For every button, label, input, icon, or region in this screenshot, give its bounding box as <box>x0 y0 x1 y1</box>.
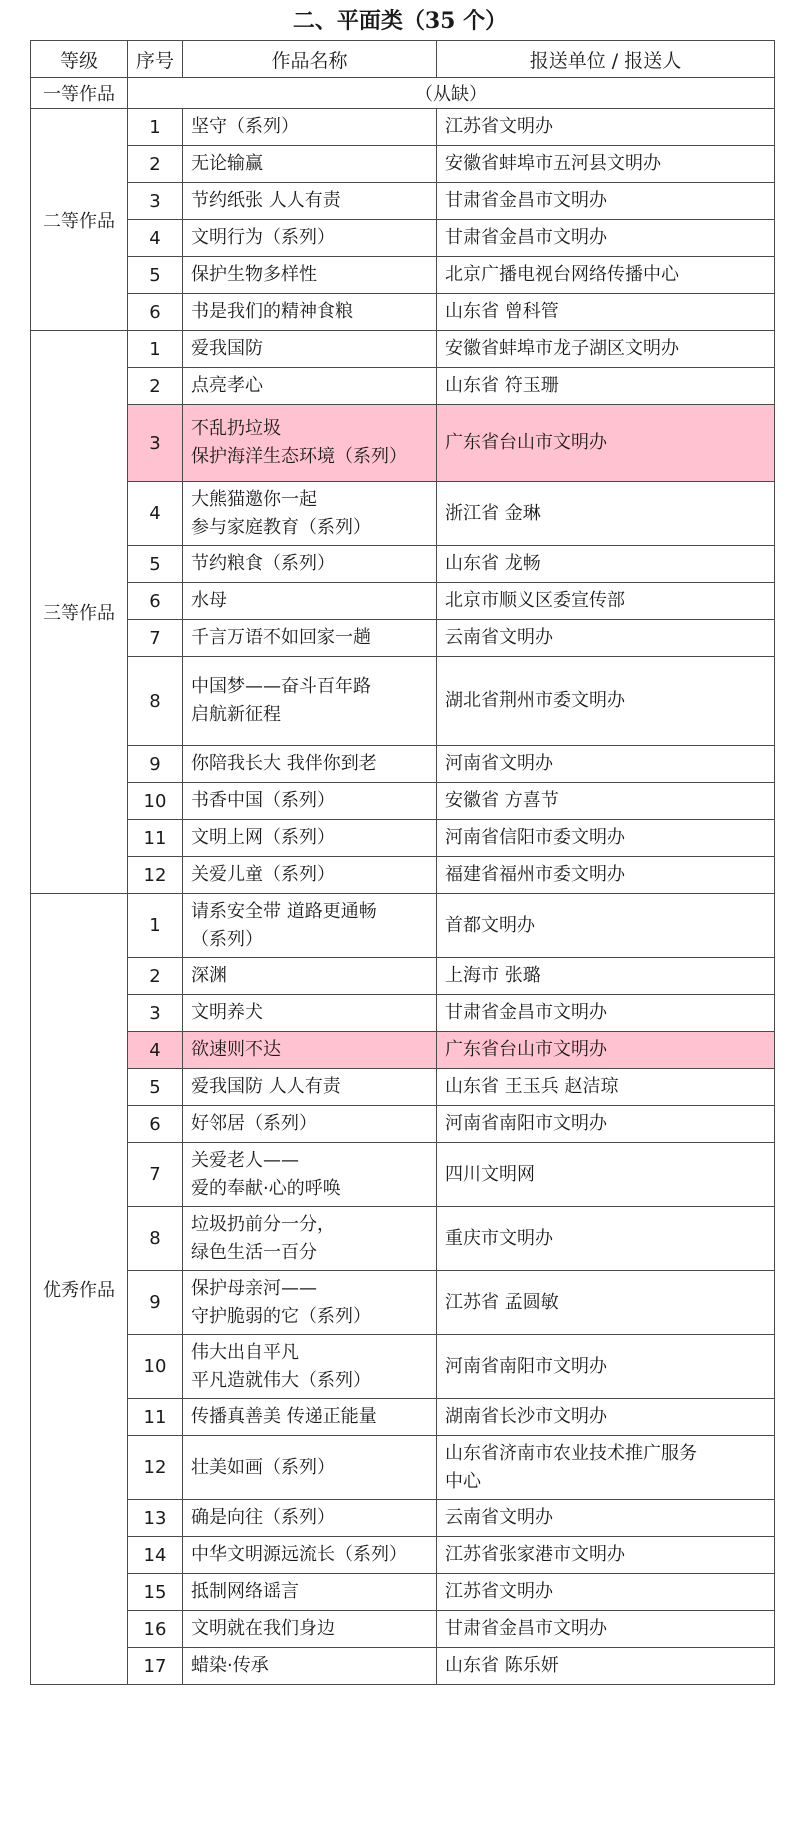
submitter-cell: 江苏省文明办 <box>437 109 775 146</box>
level-cell: 一等作品 <box>31 78 128 109</box>
number-cell: 3 <box>128 405 183 482</box>
work-name-cell: 关爱儿童（系列） <box>183 857 437 894</box>
work-name-cell: 文明上网（系列） <box>183 820 437 857</box>
submitter-line: 山东省济南市农业技术推广服务 <box>445 1442 697 1464</box>
number-cell: 1 <box>128 109 183 146</box>
number-cell: 10 <box>128 783 183 820</box>
number-cell: 15 <box>128 1574 183 1611</box>
table-row <box>31 146 775 183</box>
work-name-line: 平凡造就伟大（系列） <box>191 1369 371 1391</box>
submitter-cell: 河南省文明办 <box>437 746 775 783</box>
work-name-line: 关爱老人—— <box>191 1149 299 1171</box>
table-row <box>31 857 775 894</box>
number-cell: 5 <box>128 1069 183 1106</box>
work-name-cell: 坚守（系列） <box>183 109 437 146</box>
table-row <box>31 331 775 368</box>
table-row <box>31 368 775 405</box>
work-name-line: 启航新征程 <box>191 704 281 725</box>
work-name-cell: 节约粮食（系列） <box>183 546 437 583</box>
work-name-cell: 爱我国防 人人有责 <box>183 1069 437 1106</box>
header-row <box>31 41 775 78</box>
number-cell: 3 <box>128 183 183 220</box>
submitter-cell: 上海市 张璐 <box>437 958 775 995</box>
number-cell: 13 <box>128 1500 183 1537</box>
work-name-cell <box>183 894 437 958</box>
submitter-cell: 湖南省长沙市文明办 <box>437 1399 775 1436</box>
table-row <box>31 1500 775 1537</box>
submitter-cell: 河南省南阳市文明办 <box>437 1106 775 1143</box>
work-name-cell: 好邻居（系列） <box>183 1106 437 1143</box>
work-name-cell: 千言万语不如回家一趟 <box>183 620 437 657</box>
submitter-cell: 河南省南阳市文明办 <box>437 1335 775 1399</box>
table-row <box>31 257 775 294</box>
table-row <box>31 220 775 257</box>
section-title: 二、平面类（35 个） <box>292 8 508 34</box>
submitter-cell: 安徽省 方喜节 <box>437 783 775 820</box>
work-name-cell: 书是我们的精神食粮 <box>183 294 437 331</box>
submitter-cell: 云南省文明办 <box>437 620 775 657</box>
number-cell: 6 <box>128 583 183 620</box>
work-name-cell: 你陪我长大 我伴你到老 <box>183 746 437 783</box>
work-name-cell: 节约纸张 人人有责 <box>183 183 437 220</box>
table-row <box>31 1106 775 1143</box>
submitter-line: 中心 <box>445 1470 481 1492</box>
number-cell: 7 <box>128 1143 183 1207</box>
submitter-cell: 湖北省荆州市委文明办 <box>437 657 775 746</box>
table-body <box>31 78 775 1685</box>
submitter-cell: 北京广播电视台网络传播中心 <box>437 257 775 294</box>
table-row <box>31 294 775 331</box>
submitter-cell: 广东省台山市文明办 <box>437 405 775 482</box>
submitter-cell: 山东省 陈乐妍 <box>437 1648 775 1685</box>
submitter-cell: 甘肃省金昌市文明办 <box>437 995 775 1032</box>
work-name-cell: 水母 <box>183 583 437 620</box>
submitter-cell: 河南省信阳市委文明办 <box>437 820 775 857</box>
work-name-cell: 文明养犬 <box>183 995 437 1032</box>
absent-cell: （从缺） <box>128 78 775 109</box>
header-submitter: 报送单位 / 报送人 <box>437 41 775 78</box>
table-row <box>31 746 775 783</box>
submitter-cell: 广东省台山市文明办 <box>437 1032 775 1069</box>
work-name-cell <box>183 1143 437 1207</box>
work-name-line: 请系安全带 道路更通畅 <box>191 900 377 922</box>
submitter-cell: 山东省 龙畅 <box>437 546 775 583</box>
work-name-cell: 文明就在我们身边 <box>183 1611 437 1648</box>
level-cell: 优秀作品 <box>31 894 128 1685</box>
submitter-cell: 江苏省文明办 <box>437 1574 775 1611</box>
number-cell: 11 <box>128 820 183 857</box>
submitter-cell: 安徽省蚌埠市龙子湖区文明办 <box>437 331 775 368</box>
header-work-name: 作品名称 <box>183 41 437 78</box>
work-name-line: 伟大出自平凡 <box>191 1341 299 1363</box>
submitter-cell <box>437 1436 775 1500</box>
number-cell: 16 <box>128 1611 183 1648</box>
submitter-cell: 云南省文明办 <box>437 1500 775 1537</box>
submitter-cell: 重庆市文明办 <box>437 1207 775 1271</box>
table-row <box>31 1271 775 1335</box>
work-name-line: 保护母亲河—— <box>191 1277 317 1299</box>
table-row <box>31 1611 775 1648</box>
work-name-line: 参与家庭教育（系列） <box>191 516 371 538</box>
table-row <box>31 820 775 857</box>
table-row <box>31 583 775 620</box>
work-name-cell <box>183 657 437 746</box>
work-name-line: 大熊猫邀你一起 <box>191 488 317 510</box>
number-cell: 5 <box>128 546 183 583</box>
number-cell: 2 <box>128 368 183 405</box>
level-cell: 三等作品 <box>31 331 128 894</box>
submitter-cell: 首都文明办 <box>437 894 775 958</box>
number-cell: 4 <box>128 1032 183 1069</box>
submitter-cell: 江苏省 孟圆敏 <box>437 1271 775 1335</box>
table-row <box>31 1032 775 1069</box>
work-name-line: 守护脆弱的它（系列） <box>191 1305 371 1327</box>
submitter-cell: 江苏省张家港市文明办 <box>437 1537 775 1574</box>
submitter-cell: 甘肃省金昌市文明办 <box>437 1611 775 1648</box>
number-cell: 8 <box>128 657 183 746</box>
work-name-line: 爱的奉献·心的呼唤 <box>191 1177 341 1199</box>
number-cell: 5 <box>128 257 183 294</box>
number-cell: 1 <box>128 331 183 368</box>
number-cell: 12 <box>128 857 183 894</box>
work-name-line: 绿色生活一百分 <box>191 1241 317 1263</box>
work-name-cell <box>183 1335 437 1399</box>
number-cell: 11 <box>128 1399 183 1436</box>
work-name-cell: 欲速则不达 <box>183 1032 437 1069</box>
submitter-cell: 山东省 符玉珊 <box>437 368 775 405</box>
number-cell: 3 <box>128 995 183 1032</box>
submitter-cell: 四川文明网 <box>437 1143 775 1207</box>
submitter-cell: 北京市顺义区委宣传部 <box>437 583 775 620</box>
work-name-cell <box>183 1207 437 1271</box>
table-row <box>31 78 775 109</box>
work-name-line: 中国梦——奋斗百年路 <box>191 676 371 697</box>
number-cell: 9 <box>128 1271 183 1335</box>
submitter-cell: 甘肃省金昌市文明办 <box>437 220 775 257</box>
submitter-cell: 浙江省 金琳 <box>437 482 775 546</box>
work-name-line: 垃圾扔前分一分， <box>191 1213 335 1235</box>
table-row <box>31 657 775 746</box>
work-name-cell: 中华文明源远流长（系列） <box>183 1537 437 1574</box>
work-name-cell: 壮美如画（系列） <box>183 1436 437 1500</box>
submitter-cell: 甘肃省金昌市文明办 <box>437 183 775 220</box>
submitter-cell: 福建省福州市委文明办 <box>437 857 775 894</box>
work-name-cell: 深渊 <box>183 958 437 995</box>
submitter-cell: 山东省 王玉兵 赵洁琼 <box>437 1069 775 1106</box>
number-cell: 2 <box>128 958 183 995</box>
number-cell: 12 <box>128 1436 183 1500</box>
work-name-cell: 点亮孝心 <box>183 368 437 405</box>
table-row <box>31 1436 775 1500</box>
work-name-cell: 书香中国（系列） <box>183 783 437 820</box>
number-cell: 14 <box>128 1537 183 1574</box>
table-row <box>31 482 775 546</box>
work-name-line: 不乱扔垃圾 <box>191 418 281 439</box>
table-row <box>31 405 775 482</box>
number-cell: 4 <box>128 482 183 546</box>
table-row <box>31 620 775 657</box>
table-row <box>31 546 775 583</box>
header-level: 等级 <box>31 41 128 78</box>
table-row <box>31 1537 775 1574</box>
table-row <box>31 783 775 820</box>
work-name-cell: 无论输赢 <box>183 146 437 183</box>
table-row <box>31 109 775 146</box>
work-name-cell: 文明行为（系列） <box>183 220 437 257</box>
work-name-cell: 传播真善美 传递正能量 <box>183 1399 437 1436</box>
work-name-line: 保护海洋生态环境（系列） <box>191 446 407 467</box>
work-name-cell <box>183 405 437 482</box>
work-name-cell: 保护生物多样性 <box>183 257 437 294</box>
table-row <box>31 183 775 220</box>
work-name-line: （系列） <box>191 928 263 950</box>
number-cell: 6 <box>128 1106 183 1143</box>
table-row <box>31 1648 775 1685</box>
submitter-cell: 山东省 曾科管 <box>437 294 775 331</box>
work-name-cell: 爱我国防 <box>183 331 437 368</box>
table-row <box>31 995 775 1032</box>
table-row <box>31 1335 775 1399</box>
number-cell: 1 <box>128 894 183 958</box>
number-cell: 6 <box>128 294 183 331</box>
table-row <box>31 1207 775 1271</box>
work-name-cell: 抵制网络谣言 <box>183 1574 437 1611</box>
work-name-cell <box>183 482 437 546</box>
work-name-cell: 蜡染·传承 <box>183 1648 437 1685</box>
number-cell: 10 <box>128 1335 183 1399</box>
number-cell: 4 <box>128 220 183 257</box>
table-row <box>31 1574 775 1611</box>
table-row <box>31 1399 775 1436</box>
table-row <box>31 1143 775 1207</box>
award-table <box>30 40 775 1685</box>
header-number: 序号 <box>128 41 183 78</box>
level-cell: 二等作品 <box>31 109 128 331</box>
table-row <box>31 894 775 958</box>
work-name-cell <box>183 1271 437 1335</box>
number-cell: 8 <box>128 1207 183 1271</box>
table-row <box>31 958 775 995</box>
number-cell: 17 <box>128 1648 183 1685</box>
submitter-cell: 安徽省蚌埠市五河县文明办 <box>437 146 775 183</box>
number-cell: 9 <box>128 746 183 783</box>
number-cell: 7 <box>128 620 183 657</box>
table-row <box>31 1069 775 1106</box>
work-name-cell: 确是向往（系列） <box>183 1500 437 1537</box>
number-cell: 2 <box>128 146 183 183</box>
